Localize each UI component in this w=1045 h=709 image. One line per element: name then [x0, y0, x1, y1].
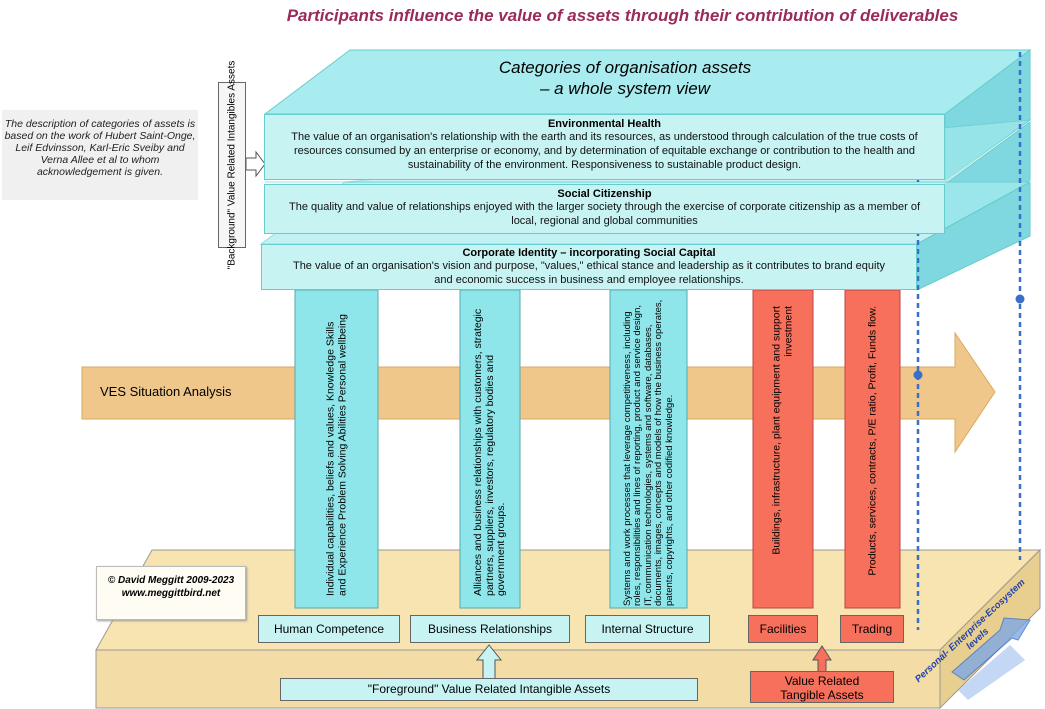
- band-corporate-text: The value of an organisation's vision and purpose, "values," ethical stance and leadership as it contributes to brand equity and economic success in business and employee relationships.: [292, 260, 886, 286]
- background-arrow: [246, 152, 265, 176]
- label-facilities: Facilities: [748, 615, 818, 643]
- levels-label: Personal- Enterprise-Ecosystem levels: [913, 577, 1028, 685]
- band-social-title: Social Citizenship: [557, 188, 652, 200]
- column-human-text-box: [296, 300, 377, 602]
- column-human-text: Individual capabilities, beliefs and values, Knowledge Skills and Experience Problem Solving Abilities Personal wellbeing: [324, 314, 348, 596]
- column-facilities-text: Buildings, infrastructure, plant equipment and support investment: [770, 306, 794, 555]
- band-social-text: The quality and value of relationships enjoyed with the larger society through the exercise of corporate citizenship as a member of local, regional and global communities: [288, 201, 920, 227]
- foreground-intangibles-label: "Foreground" Value Related Intangible Assets: [280, 678, 698, 701]
- slab-header-line2: – a whole system view: [539, 79, 711, 98]
- column-internal-text: Systems and work processes that leverage competitiveness, including roles, responsibilities and lines of reporting, product and service design, IT, communication technologies, systems and software, databases, documents, images, concepts and models of how the business operates, patents, copyrights, and other codified knowledge.: [621, 299, 675, 606]
- column-business-text-box: [461, 300, 519, 602]
- tangible-assets-label: Value Related Tangible Assets: [750, 671, 894, 703]
- diagram-title: Participants influence the value of assets through their contribution of deliverables: [286, 6, 959, 25]
- column-business-text: Alliances and business relationships with customers, strategic partners, suppliers, investors, regulatory bodies and government groups.: [471, 308, 507, 596]
- band-environmental-text: The value of an organisation's relationship with the earth and its resources, as understood through calculation of the true costs of resources consumed by an enterprise or economy, and by determination of equitable exchange or contribution to the health and sustainability of the environment. Responsiveness to sustainable product design.: [291, 131, 918, 171]
- level-dot-1: [914, 371, 923, 380]
- label-internal-structure: Internal Structure: [585, 615, 710, 643]
- column-trading-text: Products, services, contracts, P/E ratio, Profit, Funds flow.: [865, 306, 878, 576]
- band-environmental-title: Environmental Health: [547, 118, 662, 130]
- situation-arrow-label: VES Situation Analysis: [100, 384, 232, 399]
- slab-header: [440, 57, 810, 99]
- band-social-citizenship: [264, 184, 945, 234]
- column-internal-text-box: [611, 296, 686, 606]
- band-environmental-health: [264, 114, 945, 180]
- copyright-box: [96, 566, 246, 620]
- background-intangibles-label: [218, 60, 246, 270]
- label-human-competence: Human Competence: [258, 615, 400, 643]
- label-business-relationships: Business Relationships: [410, 615, 570, 643]
- band-corporate-title: Corporate Identity – incorporating Social Capital: [462, 247, 716, 259]
- website-line: www.meggittbird.net: [121, 588, 221, 599]
- levels-label-box: [904, 577, 1044, 685]
- level-dot-2: [1016, 295, 1025, 304]
- credit-note: The description of categories of assets is based on the work of Hubert Saint-Onge, Leif Edvinsson, Karl-Eric Sveiby and Verna Allee et al to whom acknowledgement is given.: [2, 110, 198, 200]
- label-trading: Trading: [840, 615, 904, 643]
- band-corporate-identity: [261, 244, 917, 290]
- background-intangibles-text: "Background" Value Related Intangibles Assets: [226, 60, 238, 270]
- slab-header-line1: Categories of organisation assets: [498, 58, 752, 77]
- copyright-line: © David Meggitt 2009-2023: [107, 575, 235, 586]
- column-trading-text-box: [846, 300, 899, 602]
- column-facilities-text-box: [754, 300, 812, 602]
